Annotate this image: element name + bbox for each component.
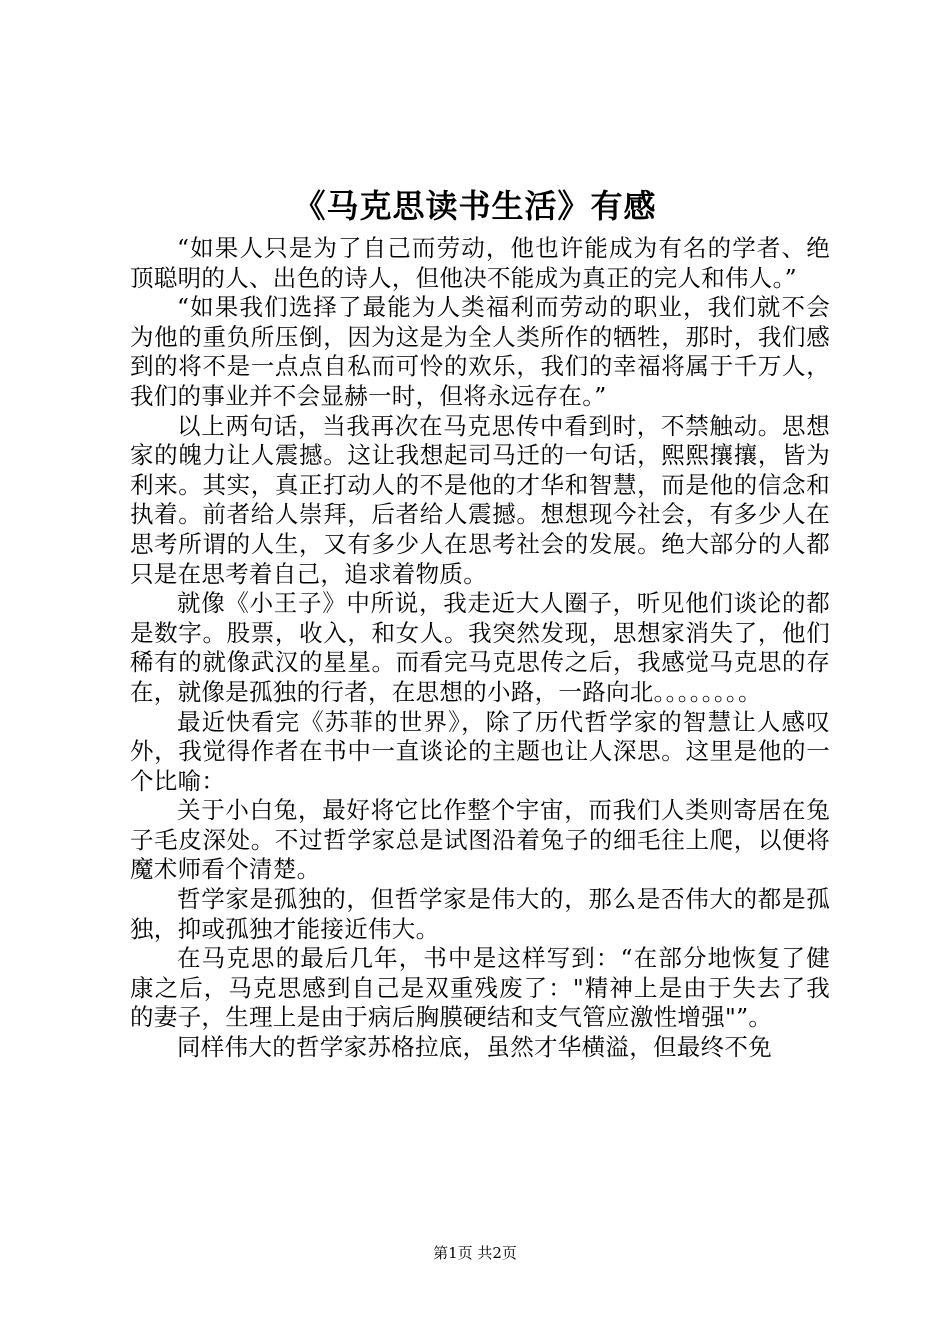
paragraph: “如果我们选择了最能为人类福利而劳动的职业，我们就不会为他的重负所压倒，因为这是为全人类所作的牺牲，那时，我们感到的将不是一点点自私而可怜的欢乐，我们的幸福将属于千万人，我们的事业并不会显赫一时，但将永远存在。” [130,293,830,410]
document-body [130,234,830,1063]
document-title: 《马克思读书生活》有感 [293,187,657,225]
paragraph: 以上两句话，当我再次在马克思传中看到时，不禁触动。思想家的魄力让人震撼。这让我想起司马迁的一句话，熙熙攘攘，皆为利来。其实，真正打动人的不是他的才华和智慧，而是他的信念和执着。前者给人崇拜，后者给人震撼。想想现今社会，有多少人在思考所谓的人生，又有多少人在思考社会的发展。绝大部分的人都只是在思考着自己，追求着物质。 [130,411,830,588]
page-footer [0,1243,950,1263]
paragraph: 关于小白兔，最好将它比作整个宇宙，而我们人类则寄居在兔子毛皮深处。不过哲学家总是试图沿着兔子的细毛往上爬，以便将魔术师看个清楚。 [130,796,830,884]
paragraph: “如果人只是为了自己而劳动，他也许能成为有名的学者、绝顶聪明的人、出色的诗人，但他决不能成为真正的完人和伟人。” [130,234,830,292]
paragraph: 在马克思的最后几年，书中是这样写到：“在部分地恢复了健康之后，马克思感到自己是双重残废了："精神上是由于失去了我的妻子，生理上是由于病后胸膜硬结和支气管应激性增强"”。 [130,944,830,1032]
paragraph: 哲学家是孤独的，但哲学家是伟大的，那么是否伟大的都是孤独，抑或孤独才能接近伟大。 [130,885,830,943]
paragraph: 同样伟大的哲学家苏格拉底，虽然才华横溢，但最终不免 [177,1033,772,1062]
paragraph: 最近快看完《苏菲的世界》，除了历代哲学家的智慧让人感叹外，我觉得作者在书中一直谈论的主题也让人深思。这里是他的一个比喻： [130,707,830,795]
page-number: 第1页 共2页 [433,1244,517,1262]
paragraph: 就像《小王子》中所说，我走近大人圈子，听见他们谈论的都是数字。股票，收入，和女人。我突然发现，思想家消失了，他们稀有的就像武汉的星星。而看完马克思传之后，我感觉马克思的存在，就像是孤独的行者，在思想的小路，一路向北。。。。。。。。 [130,589,830,706]
